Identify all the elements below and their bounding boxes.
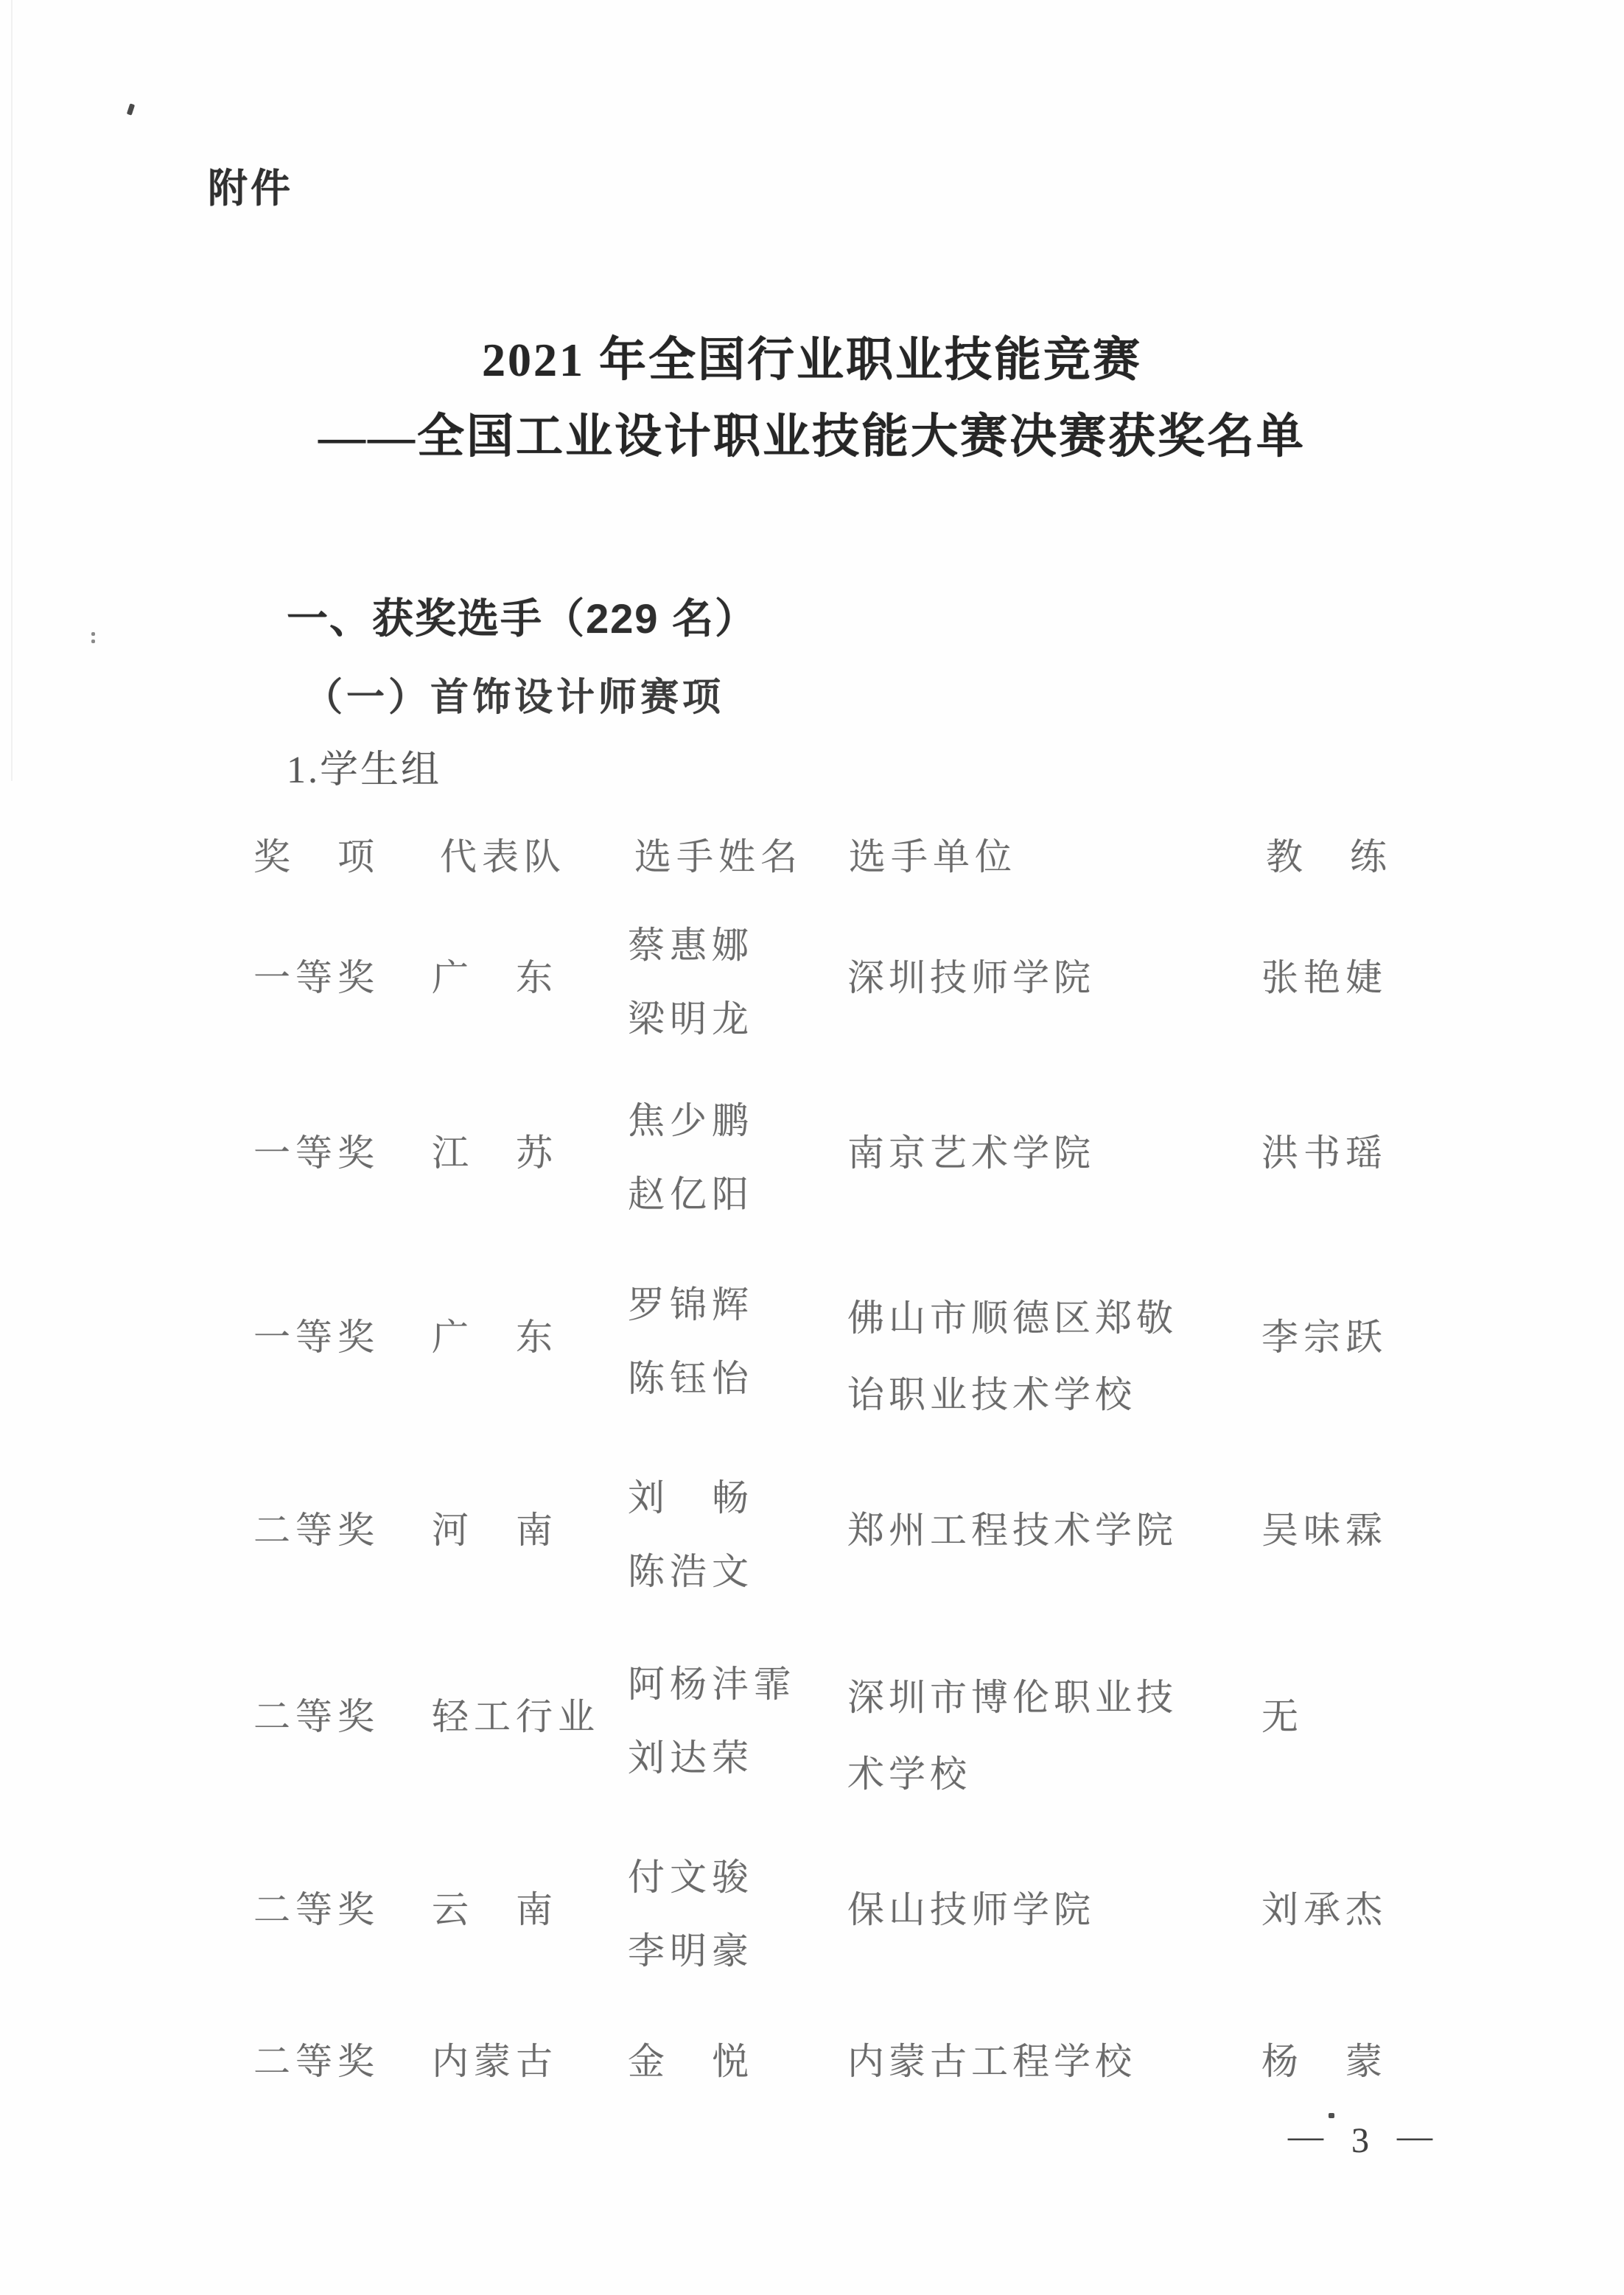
member-name: 梁明龙 [628,998,754,1040]
coach-cell: 吴味霖 [1261,1510,1387,1551]
delegation-cell: 广 东 [432,1317,558,1358]
award-cell: 二等奖 [253,1889,379,1930]
unit-cell: 保山技师学院 [847,1889,1095,1930]
coach-cell: 刘承杰 [1261,1889,1387,1930]
coach-cell: 杨 蒙 [1261,2041,1387,2082]
table-row [253,1477,1550,1632]
page-number-dash-left: — [1288,2117,1323,2156]
delegation-cell: 内蒙古 [432,2041,558,2082]
document-title-line2: ——全国工业设计职业技能大赛决赛获奖名单 [318,410,1306,463]
page-number-dash-right: — [1397,2117,1432,2156]
member-name: 刘达荣 [628,1737,754,1779]
member-name: 李明豪 [628,1930,754,1972]
unit-cell: 郑州工程技术学院 [847,1510,1177,1551]
attachment-label: 附件 [208,167,293,211]
table-row [253,1857,1550,2011]
document-title-line1: 2021 年全国行业职业技能竞赛 [482,334,1142,386]
award-cell: 二等奖 [253,1696,379,1737]
winners-section-heading: 一、获奖选手（229 名） [287,595,757,642]
member-name: 陈钰怡 [628,1358,754,1399]
coach-cell: 张艳婕 [1261,957,1387,998]
unit-cell: 南京艺术学院 [847,1132,1095,1174]
unit-cell: 深圳市博伦职业技术学校 [847,1677,1177,1795]
header-award: 奖 项 [253,836,379,877]
page-number-value: 3 [1351,2121,1369,2160]
coach-cell: 洪书瑶 [1261,1132,1387,1174]
award-cell: 二等奖 [253,2041,379,2082]
unit-cell: 内蒙古工程学校 [847,2041,1136,2082]
header-contestant-name: 选手姓名 [634,836,802,877]
delegation-cell: 河 南 [432,1510,558,1551]
award-cell: 二等奖 [253,1510,379,1551]
award-cell: 一等奖 [253,1132,379,1174]
header-coach: 教 练 [1266,836,1392,877]
scan-speck [91,632,95,636]
delegation-cell: 江 苏 [432,1132,558,1174]
member-name: 蔡惠娜 [628,925,754,966]
member-name: 金 悦 [628,2041,754,2082]
member-name: 焦少鹏 [628,1100,754,1141]
table-row [253,1100,1550,1255]
delegation-cell: 轻工行业 [432,1696,600,1737]
member-name: 罗锦辉 [628,1284,754,1325]
award-cell: 一等奖 [253,1317,379,1358]
award-cell: 一等奖 [253,957,379,998]
scan-edge-artifact [11,0,13,781]
table-row [253,1664,1550,1818]
scan-speck [127,103,135,115]
member-name: 刘 畅 [628,1477,754,1518]
group-section-heading: 1.学生组 [287,749,442,791]
table-row [253,2039,1550,2194]
member-name: 阿杨沣霏 [628,1664,796,1705]
member-name: 赵亿阳 [628,1174,754,1215]
coach-cell: 李宗跃 [1261,1317,1387,1358]
header-contestant-unit: 选手单位 [849,836,1017,877]
page-number [1288,2117,1432,2160]
table-row [253,925,1550,1079]
member-name: 陈浩文 [628,1551,754,1592]
event-section-heading: （一）首饰设计师赛项 [304,677,725,719]
unit-cell: 深圳技师学院 [847,957,1095,998]
delegation-cell: 云 南 [432,1889,558,1930]
table-row [253,1284,1550,1439]
table-header-row [253,835,1550,879]
header-delegation: 代表队 [440,836,566,877]
unit-cell: 佛山市顺德区郑敬诒职业技术学校 [847,1297,1177,1415]
member-name: 付文骏 [628,1857,754,1898]
coach-cell: 无 [1261,1696,1303,1737]
delegation-cell: 广 东 [432,957,558,998]
